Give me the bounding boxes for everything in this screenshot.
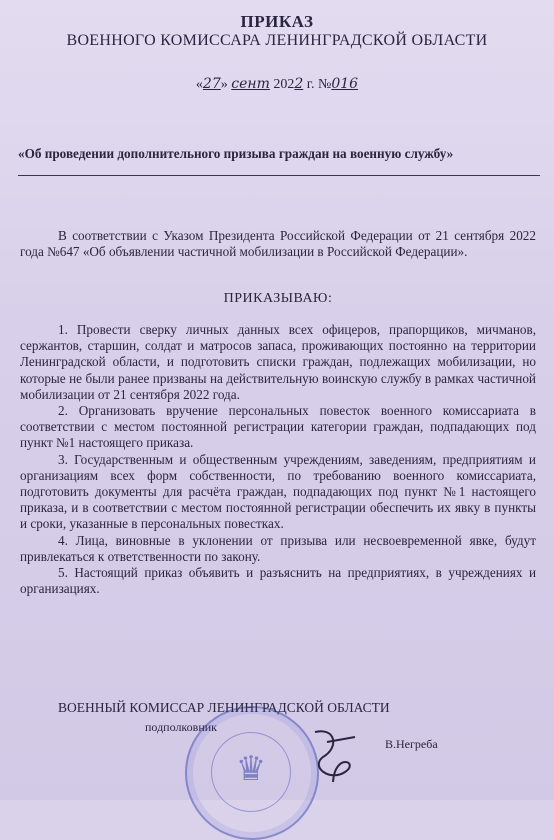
signatory-rank: подполковник <box>145 720 217 734</box>
order-item-4: 4. Лица, виновные в уклонении от призыва или несвоевременной явке, будут привлекаться к ответственности по закону. <box>20 532 536 564</box>
signatory-organization: ВОЕННЫЙ КОМИССАР ЛЕНИНГРАДСКОЙ ОБЛАСТИ <box>58 700 390 715</box>
handwritten-signature-icon <box>305 722 365 792</box>
order-item-3: 3. Государственным и общественным учреждениям, заведениям, предприятиям и организациям всех форм собственности, по требованию военного комиссариата, подготовить документы для расчёта граждан, подпадающих под пункт №1 настоящего приказа, и в соответствии с местом постоянной регистрации обеспечить их явку в пункты и сроки, указанные в персональных повестках. <box>20 451 536 532</box>
order-word: ПРИКАЗЫВАЮ: <box>223 291 333 306</box>
date-line: «27» сент 2022 г. №016 <box>195 76 359 92</box>
order-number: 016 <box>331 76 359 92</box>
date-day: 27 <box>202 76 221 92</box>
date-year-suffix: 2 <box>294 76 304 92</box>
order-heading: «Об проведении дополнительного призыва граждан на военную службу» <box>18 146 454 161</box>
preamble-paragraph: В соответствии с Указом Президента Российской Федерации от 21 сентября 2022 года №647 «Об объявлении частичной мобилизации в Российской Федерации». <box>20 228 536 260</box>
date-month: сент <box>231 76 270 92</box>
document-subtitle: ВОЕННОГО КОМИССАРА ЛЕНИНГРАДСКОЙ ОБЛАСТИ <box>66 32 488 49</box>
heading-divider <box>18 175 540 176</box>
date-year-prefix: 202 <box>273 77 295 92</box>
order-item-2: 2. Организовать вручение персональных повесток военного комиссариата в соответствии с местом постоянной регистрации категории граждан, подпадающих под пункт №1 настоящего приказа. <box>20 403 536 451</box>
signatory-name: В.Негреба <box>385 737 438 751</box>
order-item-5: 5. Настоящий приказ объявить и разъяснить на предприятиях, в учреждениях и организациях. <box>20 565 536 597</box>
order-items <box>20 322 536 597</box>
order-item-1: 1. Провести сверку личных данных всех офицеров, прапорщиков, мичманов, сержантов, старшин, солдат и матросов запаса, проживающих постоянно на территории Ленинградской области, и подготовить списки граждан, подлежащих мобилизации, но которые не были ранее призваны на действительную воинскую службу в рамках частичной мобилизации от 21 сентября 2022 года. <box>20 322 536 402</box>
document-title: ПРИКАЗ <box>240 12 314 31</box>
date-middle: г. № <box>303 77 332 92</box>
eagle-emblem-icon: ♛ <box>235 751 267 788</box>
